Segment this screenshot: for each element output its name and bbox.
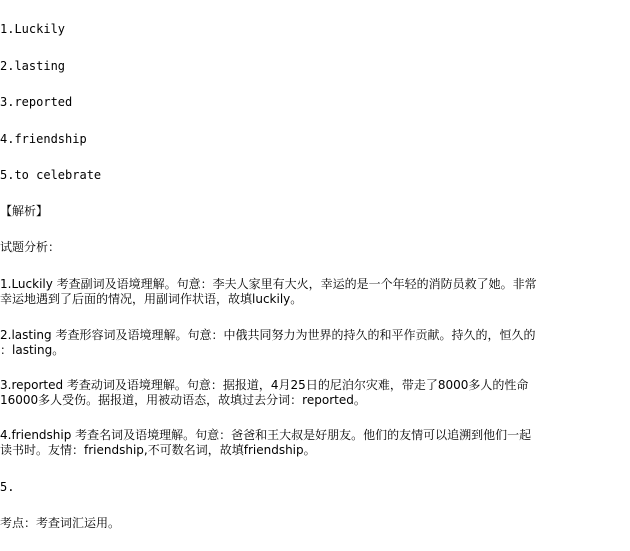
answer-2: 2.lasting	[0, 59, 66, 73]
answer-5: 5.to celebrate	[0, 168, 102, 182]
explanation-4-line-2: 读书时。友情：friendship,不可数名词，故填friendship。	[0, 443, 316, 457]
analysis-intro: 试题分析：	[0, 240, 61, 254]
explanation-2-line-1: 2.lasting 考查形容词及语境理解。句意：中俄共同努力为世界的持久的和平作贡献。持久的，恒久的	[0, 328, 536, 342]
answer-3: 3.reported	[0, 95, 73, 109]
explanation-1-line-1: 1.Luckily 考查副词及语境理解。句意：李夫人家里有大火，幸运的是一个年轻的消防员救了她。非常	[0, 277, 537, 291]
explanation-3-line-1: 3.reported 考查动词及语境理解。句意：据报道，4月25日的尼泊尔灾难，带走了8000多人的性命	[0, 378, 529, 392]
explanation-4-line-1: 4.friendship 考查名词及语境理解。句意：爸爸和王大叔是好朋友。他们的友情可以追溯到他们一起	[0, 428, 532, 442]
kaodian-line: 考点：考查词汇运用。	[0, 516, 121, 530]
explanation-2-line-2: ：lasting。	[0, 343, 65, 357]
answer-1: 1.Luckily	[0, 22, 66, 36]
explanation-1-line-2: 幸运地遇到了后面的情况，用副词作状语，故填luckily。	[0, 292, 303, 306]
explanation-3-line-2: 16000多人受伤。据报道，用被动语态，故填过去分词：reported。	[0, 393, 366, 407]
answer-4: 4.friendship	[0, 132, 87, 146]
analysis-heading: 【解析】	[0, 204, 49, 218]
item-5-label: 5.	[0, 480, 15, 494]
